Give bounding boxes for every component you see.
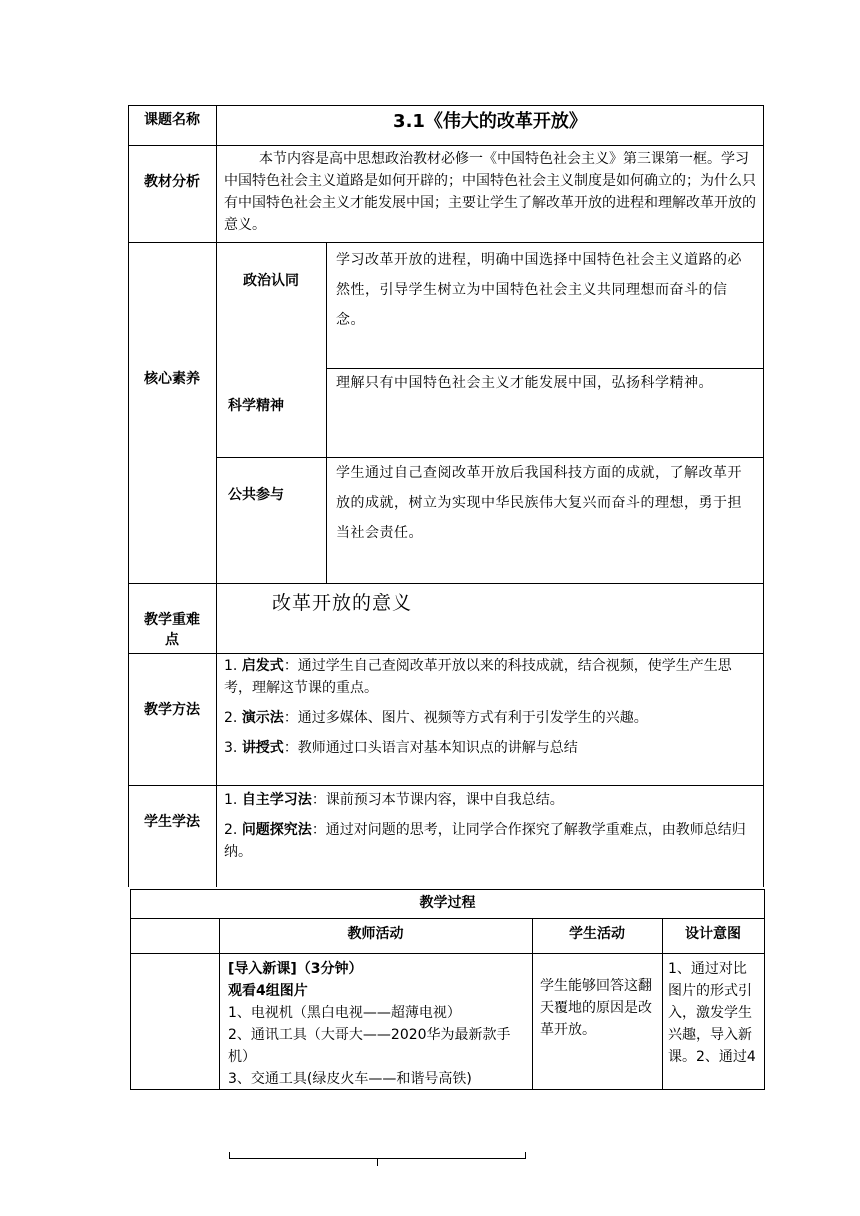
header-student: 学生活动 [569,926,625,942]
key-points-label-line1: 教学重难 [144,612,200,628]
methods-label: 教学方法 [144,702,200,718]
key-points-label-line2: 点 [165,632,179,648]
topic-label: 课题名称 [144,112,200,128]
analysis-label: 教材分析 [144,174,200,190]
header-intent: 设计意图 [685,926,741,942]
method-item: 2. 演示法：通过多媒体、图片、视频等方式有利于引发学生的兴趣。 [224,710,648,726]
method-item: 1. 启发式：通过学生自己查阅改革开放以来的科技成就，结合视频，使学生产生思考，理解这节课的重点。 [224,658,732,696]
analysis-text: 本节内容是高中思想政治教材必修一《中国特色社会主义》第三课第一框。学习中国特色社会主义道路是如何开辟的；中国特色社会主义制度是如何确立的；为什么只有中国特色社会主义才能发展中国；主要让学生了解改革开放的进程和理解改革开放的意义。 [224,151,756,233]
literacy-label: 核心素养 [144,371,200,387]
student-method-item: 2. 问题探究法：通过对问题的思考，让同学合作探究了解教学重难点，由教师总结归纳。 [224,822,746,860]
teacher-line: 2、通讯工具（大哥大——2020华为最新款手机） [228,1027,511,1065]
method-item: 3. 讲授式：教师通过口头语言对基本知识点的讲解与总结 [224,740,578,756]
header-teacher: 教师活动 [347,926,404,942]
literacy-item-text-participation: 学生通过自己查阅改革开放后我国科技方面的成就，了解改革开放的成就，树立为实现中华民族伟大复兴而奋斗的理想，勇于担当社会责任。 [336,465,742,541]
process-title: 教学过程 [419,895,476,911]
student-method-item: 1. 自主学习法：课前预习本节课内容，课中自我总结。 [224,792,564,808]
literacy-item-name-participation: 公共参与 [228,487,284,503]
teacher-line: 观看4组图片 [228,983,308,999]
teacher-line: [导入新课]（3分钟） [228,961,363,977]
literacy-item-name-science: 科学精神 [228,398,284,414]
literacy-item-text-political: 学习改革开放的进程，明确中国选择中国特色社会主义道路的必然性，引导学生树立为中国特色社会主义共同理想而奋斗的信念。 [336,252,742,328]
student-methods-list [224,789,756,863]
teacher-line: 1、电视机（黑白电视——超薄电视） [228,1005,461,1021]
teacher-activity [228,958,526,1090]
key-points-text: 改革开放的意义 [272,592,413,614]
student-activity: 学生能够回答这翻天覆地的原因是改革开放。 [540,978,652,1038]
methods-list [224,655,756,759]
topic-title: 3.1《伟大的改革开放》 [393,111,587,132]
student-methods-label: 学生学法 [144,814,200,830]
literacy-item-text-science: 理解只有中国特色社会主义才能发展中国，弘扬科学精神。 [336,375,713,391]
literacy-item-name-political: 政治认同 [243,273,299,289]
design-intent: 1、通过对比图片的形式引入，激发学生兴趣，导入新课。2、通过4 [668,961,756,1065]
teacher-line: 3、交通工具(绿皮火车——和谐号高铁) [228,1071,472,1087]
key-points-label [128,610,216,650]
